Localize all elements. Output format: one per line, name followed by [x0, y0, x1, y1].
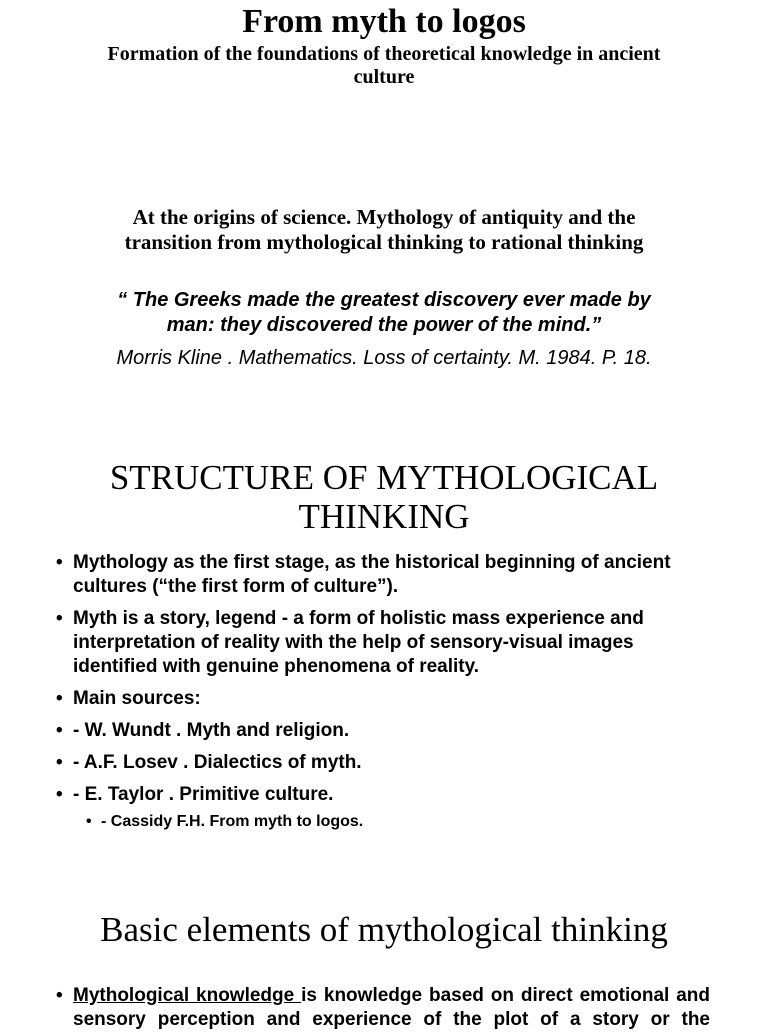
bullet-icon: • [56, 752, 63, 773]
list-item: • Myth is a story, legend - a form of holistic mass experience and interpretation of reality with the help of sensory-visual images identified with genuine phenomena of reality. [56, 608, 644, 677]
origins-heading: At the origins of science. Mythology of antiquity and the transition from mythological thinking to rational thinking [124, 205, 644, 254]
bullet-icon: • [56, 784, 63, 805]
knowledge-definition [56, 984, 710, 1032]
list-item: • - E. Taylor . Primitive culture. [56, 784, 334, 805]
list-item [56, 984, 710, 1032]
bullet-icon: • [86, 813, 92, 830]
definition-text: is knowledge based on direct emotional and sensory perception and experience of the plot of a story or the [73, 985, 710, 1030]
structure-heading: STRUCTURE OF MYTHOLOGICAL THINKING [109, 458, 659, 536]
list-item: • Mythology as the first stage, as the historical beginning of ancient cultures (“the first form of culture”). [56, 552, 671, 597]
sub-bullet-list [86, 812, 486, 840]
list-item: • - W. Wundt . Myth and religion. [56, 720, 350, 741]
page-title: From myth to logos [242, 3, 526, 40]
term-mythological-knowledge: Mythological knowledge [73, 985, 302, 1006]
page-subtitle: Formation of the foundations of theoretical knowledge in ancient culture [107, 43, 661, 88]
bullet-icon: • [56, 552, 63, 573]
list-item: • Main sources: [56, 688, 201, 709]
bullet-icon: • [56, 688, 63, 709]
bullet-icon: • [56, 985, 63, 1006]
list-item: • - A.F. Losev . Dialectics of myth. [56, 752, 362, 773]
structure-bullet-list [56, 551, 706, 815]
bullet-icon: • [56, 608, 63, 629]
list-item: • - Cassidy F.H. From myth to logos. [86, 813, 364, 830]
kline-quote: “ The Greeks made the greatest discovery ever made by man: they discovered the power of the mind.” [117, 289, 651, 336]
basic-elements-heading: Basic elements of mythological thinking [100, 910, 668, 949]
bullet-icon: • [56, 720, 63, 741]
quote-citation: Morris Kline . Mathematics. Loss of certainty. M. 1984. P. 18. [116, 347, 652, 369]
